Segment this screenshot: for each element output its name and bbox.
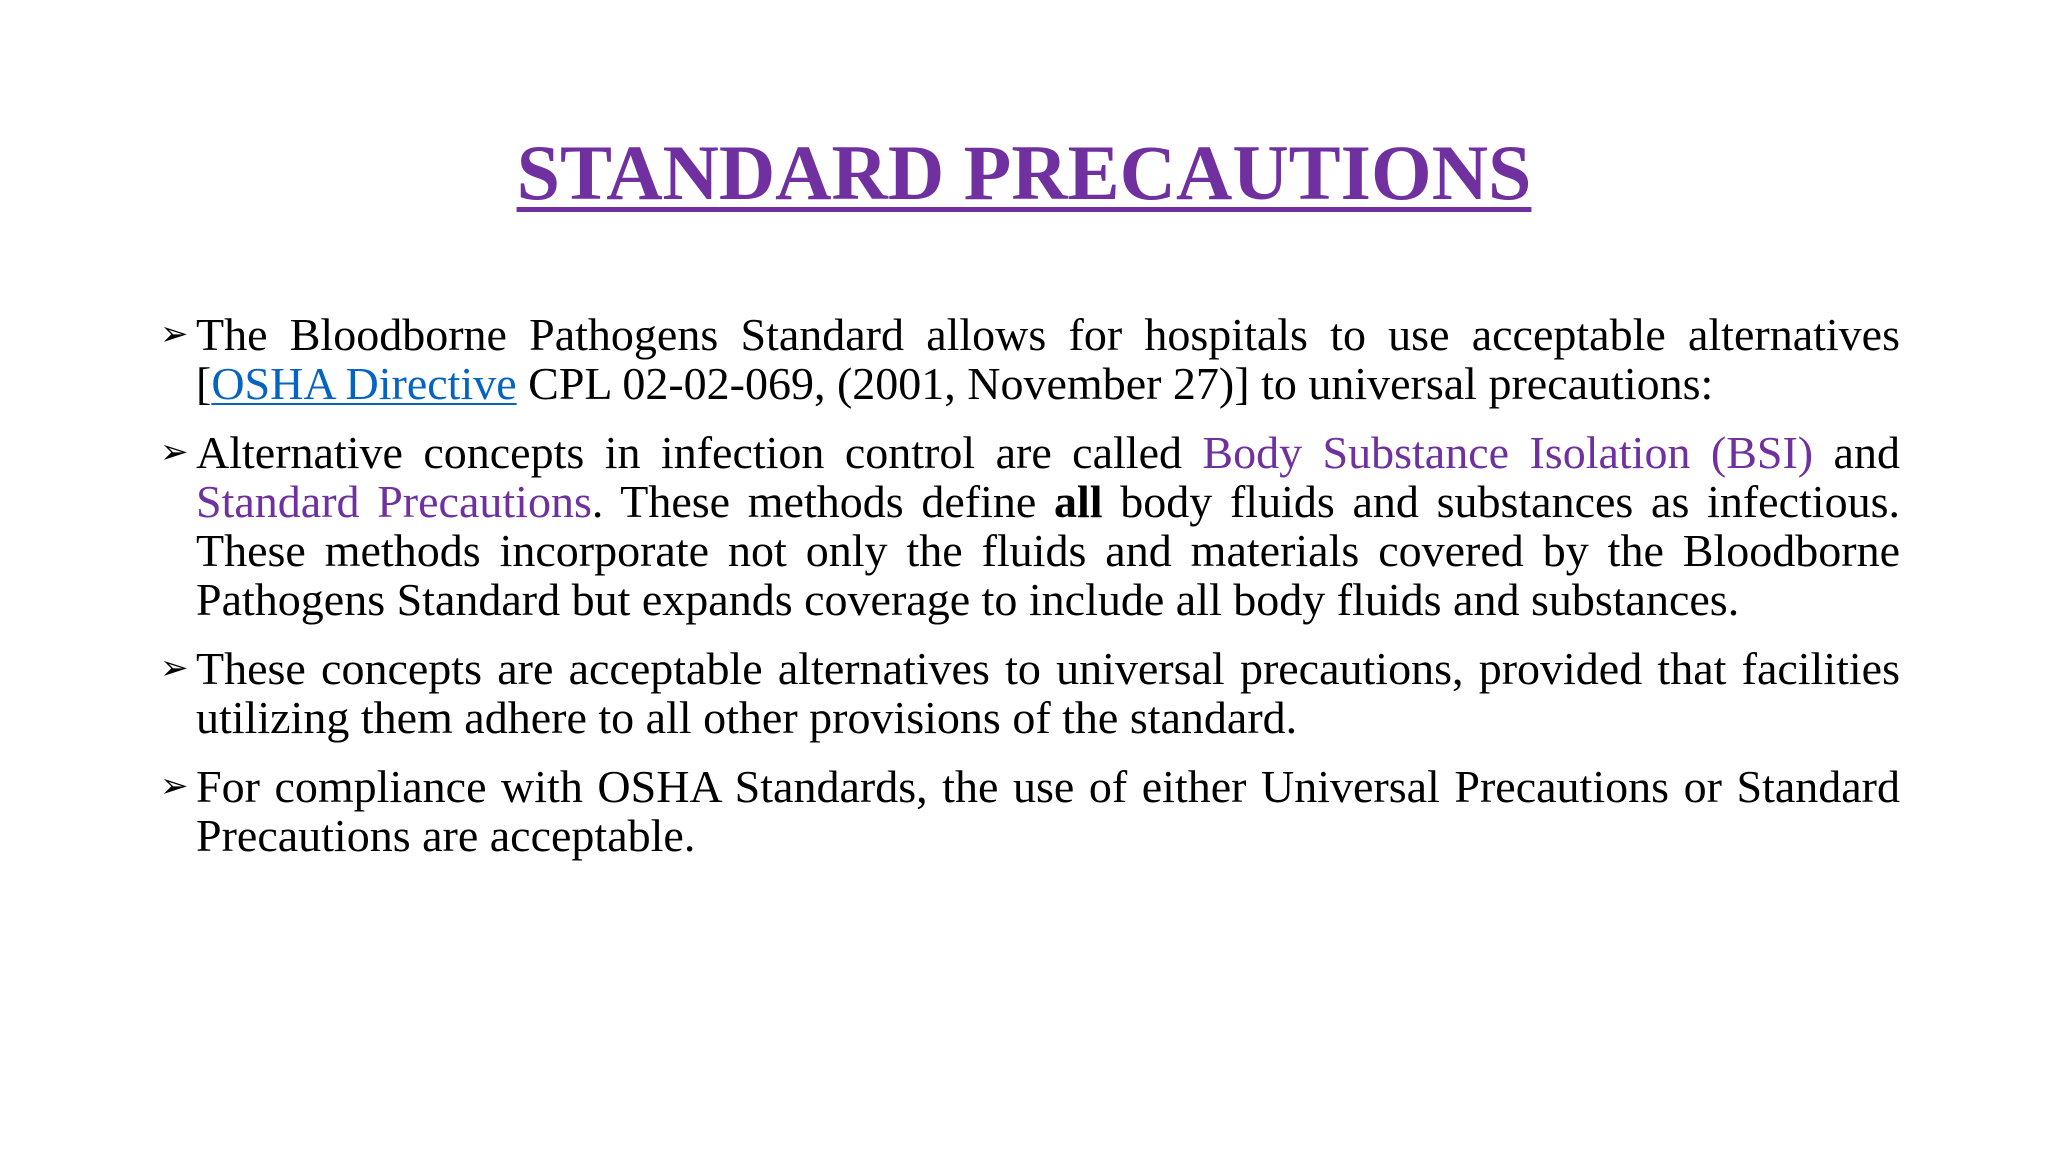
bullet-text: The Bloodborne Pathogens Standard allows for hospitals to use acceptable alternatives [ <box>196 309 1900 409</box>
bullet-text: and <box>1813 427 1900 478</box>
slide-title <box>0 128 2048 218</box>
bullet-text: CPL 02-02-069, (2001, November 27)] to universal precautions: <box>516 358 1714 409</box>
bullet-item-alternative-concepts <box>160 428 1900 624</box>
bullet-text: These concepts are acceptable alternatives to universal precautions, provided that facilities utilizing them adhere to all other provisions of the standard. <box>196 643 1900 743</box>
term-standard-precautions: Standard Precautions <box>196 476 592 527</box>
osha-directive-link[interactable]: OSHA Directive <box>211 358 517 409</box>
bullet-item-osha-compliance <box>160 762 1900 860</box>
bullet-item-acceptable-alternatives <box>160 644 1900 742</box>
arrowhead-bullet-icon: ➢ <box>160 648 189 688</box>
slide-title-text: STANDARD PRECAUTIONS <box>516 129 1532 216</box>
bullet-text: For compliance with OSHA Standards, the use of either Universal Precautions or Standard Precautions are acceptable. <box>196 761 1900 861</box>
arrowhead-bullet-icon: ➢ <box>160 432 189 472</box>
emphasis-all: all <box>1054 476 1103 527</box>
arrowhead-bullet-icon: ➢ <box>160 766 189 806</box>
term-body-substance-isolation: Body Substance Isolation (BSI) <box>1202 427 1814 478</box>
bullet-item-alternatives <box>160 310 1900 408</box>
bullet-text: body fluids and substances as infectious. These methods incorporate not only the fluids and materials covered by the Bloodborne Pathogens Standard but expands coverage to include all body fluids and substances. <box>196 476 1900 625</box>
bullet-text: Alternative concepts in infection control are called <box>196 427 1203 478</box>
bullet-text: . These methods define <box>591 476 1054 527</box>
bullet-list <box>160 310 1900 880</box>
arrowhead-bullet-icon: ➢ <box>160 314 189 354</box>
